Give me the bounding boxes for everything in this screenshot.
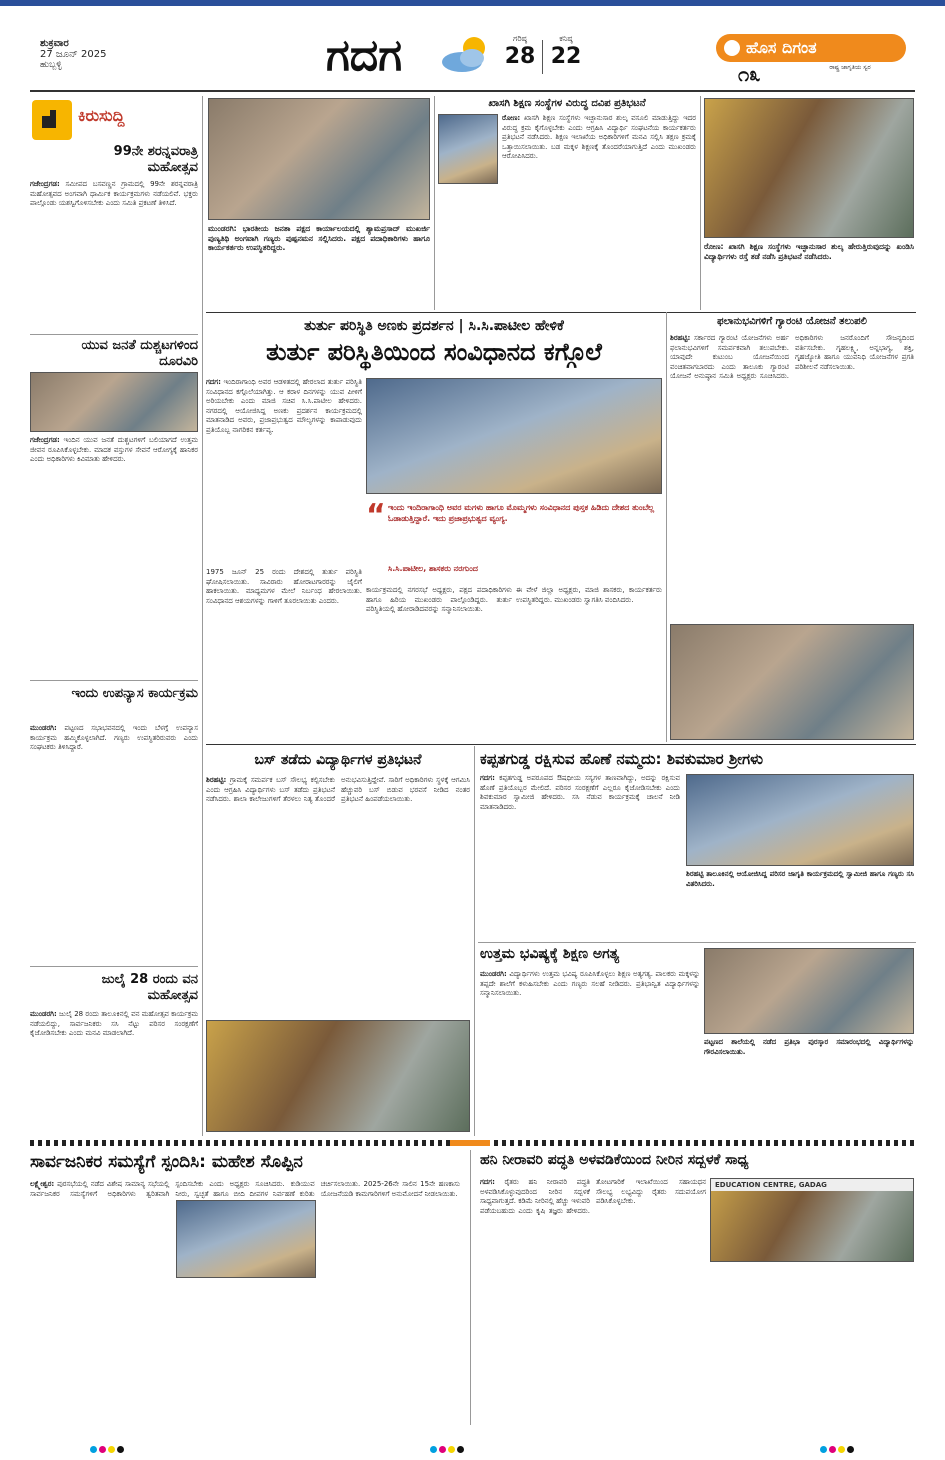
dot-magenta: [439, 1446, 446, 1453]
story-body: [670, 334, 914, 620]
registration-dots: [430, 1438, 466, 1457]
column-rule: [470, 1150, 471, 1425]
story-caption: ಮುಂಡರಗಿ: ಭಾರತೀಯ ಜನತಾ ಪಕ್ಷದ ಕಾರ್ಯಾಲಯದಲ್ಲಿ ಶ್ಯಾಮಪ್ರಸಾದ್ ಮುಖರ್ಜಿ ಪುಣ್ಯತಿಥಿ ಅಂಗವಾಗಿ ಗಣ್ಯರು ಪುಷ್ಪನಮನ ಸಲ್ಲಿಸಿದರು. ಪಕ್ಷದ ಪದಾಧಿಕಾರಿಗಳು ಹಾಗೂ ಕಾರ್ಯಕರ್ತರು ಉಪಸ್ಥಿತರಿದ್ದರು.: [208, 224, 430, 252]
lead-body-col4: ಈ ವೇಳೆ ಜಿಲ್ಲಾ ಅಧ್ಯಕ್ಷರು, ಮಾಜಿ ಶಾಸಕರು, ಕಾರ್ಯಕರ್ತರು ಉಪಸ್ಥಿತರಿದ್ದರು. ಮುಖಂಡರು ಸ್ವಾಗತಿಸಿ ವಂದಿಸಿದರು.: [516, 586, 662, 604]
temp-min: [546, 34, 586, 69]
sidebar-item-body: [30, 436, 198, 676]
story-text: ಪುರಸಭೆಯಲ್ಲಿ ನಡೆದ ವಿಶೇಷ ಸಾಮಾನ್ಯ ಸಭೆಯಲ್ಲಿ ಸಾರ್ವಜನಿಕರ ಸಮಸ್ಯೆಗಳಿಗೆ ಅಧಿಕಾರಿಗಳು ತ್ವರಿತವಾಗಿ ಸ್ಪಂದಿಸಬೇಕು ಎಂದು ಅಧ್ಯಕ್ಷರು ಸೂಚಿಸಿದರು. ಕುಡಿಯುವ ನೀರು, ಸ್ವಚ್ಛತೆ ಹಾಗೂ ಬೀದಿ ದೀಪಗಳ ನಿರ್ವಹಣೆ ಕುರಿತು ಚರ್ಚಿಸಲಾಯಿತು. 2025-26ನೇ ಸಾಲಿನ 15ನೇ ಹಣಕಾಸು ಯೋಜನೆಯಡಿ ಕಾಮಗಾರಿಗಳಿಗೆ ಅನುಮೋದನೆ ನೀಡಲಾಯಿತು.: [30, 1180, 460, 1198]
story-body: [502, 114, 696, 306]
sidebar-item-body: [30, 724, 198, 964]
column-rule: [434, 96, 435, 310]
brand-logo: [716, 34, 906, 62]
dot-yellow: [108, 1446, 115, 1453]
sidebar-item-text: ಇಂದಿನ ಯುವ ಜನತೆ ದುಶ್ಚಟಗಳಿಗೆ ಬಲಿಯಾಗದೆ ಉತ್ತಮ ಜೀವನ ರೂಪಿಸಿಕೊಳ್ಳಬೇಕು. ಮಾದಕ ವಸ್ತುಗಳ ಸೇವನೆ ಆರೋಗ್ಯಕ್ಕೆ ಹಾನಿಕರ ಎಂದು ಅಧಿಕಾರಿಗಳು ಕಿವಿಮಾತು ಹೇಳಿದರು.: [30, 436, 198, 463]
column-rule: [666, 312, 667, 742]
lead-text: ಇಂದಿರಾಗಾಂಧಿ ಅವರ ಆಡಳಿತದಲ್ಲಿ ಹೇರಲಾದ ತುರ್ತು ಪರಿಸ್ಥಿತಿ ಸಂವಿಧಾನದ ಕಗ್ಗೊಲೆಯಾಗಿತ್ತು. ಆ ಕರಾಳ ದಿನಗಳನ್ನು ಯುವ ಪೀಳಿಗೆ ಅರಿಯಬೇಕು ಎಂದು ಮಾಜಿ ಸಚಿವ ಸಿ.ಸಿ.ಪಾಟೀಲ ಹೇಳಿದರು. ನಗರದಲ್ಲಿ ಆಯೋಜಿಸಿದ್ದ ಅಣಕು ಪ್ರದರ್ಶನ ಕಾರ್ಯಕ್ರಮದಲ್ಲಿ ಮಾತನಾಡಿದ ಅವರು, ಪ್ರಜಾಪ್ರಭುತ್ವದ ಮೌಲ್ಯಗಳನ್ನು ಕಾಪಾಡುವುದು ಪ್ರತಿಯೊಬ್ಬ ನಾಗರಿಕನ ಕರ್ತವ್ಯ.: [206, 378, 362, 434]
page-number: ೧೩: [738, 62, 761, 86]
brand-name: ಹೊಸ ದಿಗಂತ: [746, 38, 817, 57]
story-byline: ರೋಣ:: [502, 114, 521, 122]
lead-body-col3: ಕಾರ್ಯಕ್ರಮದಲ್ಲಿ ನಗರಸಭೆ ಅಧ್ಯಕ್ಷರು, ಪಕ್ಷದ ಪದಾಧಿಕಾರಿಗಳು ಹಾಗೂ ಹಿರಿಯ ಮುಖಂಡರು ಪಾಲ್ಗೊಂಡಿದ್ದರು. ತುರ್ತು ಪರಿಸ್ಥಿತಿಯಲ್ಲಿ ಹೋರಾಡಿದವರನ್ನು ಸನ್ಮಾನಿಸಲಾಯಿತು.: [366, 586, 512, 613]
sidebar-item-text: ಪಟ್ಟಣದ ಸಭಾಭವನದಲ್ಲಿ ಇಂದು ಬೆಳಗ್ಗೆ ಉಪನ್ಯಾಸ ಕಾರ್ಯಕ್ರಮ ಹಮ್ಮಿಕೊಳ್ಳಲಾಗಿದೆ. ಗಣ್ಯರು ಉಪಸ್ಥಿತರಿರುವರು ಎಂದು ಸಂಘಟಕರು ತಿಳಿಸಿದ್ದಾರೆ.: [30, 724, 198, 751]
temp-max-value: 28: [504, 44, 536, 69]
masthead-rule: [30, 90, 915, 92]
story-photo: [704, 98, 914, 238]
city-label: ಹುಬ್ಬಳ್ಳಿ: [40, 60, 62, 70]
quote-text: ಇಂದು ಇಂದಿರಾಗಾಂಧಿ ಅವರ ಮಗಳು ಹಾಗೂ ಮೊಮ್ಮಗಳು ಸಂವಿಧಾನದ ಪುಸ್ತಕ ಹಿಡಿದು ದೇಶದ ತುಂಬೆಲ್ಲ ಓಡಾಡುತ್ತಿದ್ದಾರೆ. ಇದು ಪ್ರಜಾಪ್ರಭುತ್ವದ ವ್ಯಂಗ್ಯ.: [388, 503, 655, 523]
story-text: ಗ್ರಾಮಕ್ಕೆ ಸಮರ್ಪಕ ಬಸ್ ಸೌಲಭ್ಯ ಕಲ್ಪಿಸಬೇಕು ಎಂದು ಆಗ್ರಹಿಸಿ ವಿದ್ಯಾರ್ಥಿಗಳು ಬಸ್ ತಡೆದು ಪ್ರತಿಭಟನೆ ನಡೆಸಿದರು. ಶಾಲಾ ಕಾಲೇಜುಗಳಿಗೆ ತೆರಳಲು ನಿತ್ಯ ತೊಂದರೆ ಅನುಭವಿಸುತ್ತಿದ್ದೇವೆ. ಸಾರಿಗೆ ಅಧಿಕಾರಿಗಳು ಸ್ಥಳಕ್ಕೆ ಆಗಮಿಸಿ ಹೆಚ್ಚುವರಿ ಬಸ್ ಬಿಡುವ ಭರವಸೆ ನೀಡಿದ ನಂತರ ಪ್ರತಿಭಟನೆ ಹಿಂಪಡೆಯಲಾಯಿತು.: [206, 776, 470, 803]
story-text: ಖಾಸಗಿ ಶಿಕ್ಷಣ ಸಂಸ್ಥೆಗಳು ಇಚ್ಛಾನುಸಾರ ಶುಲ್ಕ ವಸೂಲಿ ಮಾಡುತ್ತಿದ್ದು ಇದರ ವಿರುದ್ಧ ಕ್ರಮ ಕೈಗೊಳ್ಳಬೇಕು ಎಂದು ಆಗ್ರಹಿಸಿ ವಿದ್ಯಾರ್ಥಿ ಸಂಘಟನೆಯ ಕಾರ್ಯಕರ್ತರು ಪ್ರತಿಭಟನೆ ನಡೆಸಿದರು. ಶಿಕ್ಷಣ ಇಲಾಖೆಯ ಅಧಿಕಾರಿಗಳಿಗೆ ಮನವಿ ಸಲ್ಲಿಸಿ ತಕ್ಷಣ ಕ್ರಮಕ್ಕೆ ಒತ್ತಾಯಿಸಲಾಯಿತು. ಬಡ ಮಕ್ಕಳ ಶಿಕ್ಷಣಕ್ಕೆ ತೊಂದರೆಯಾಗುತ್ತಿದೆ ಎಂದು ಮುಖಂಡರು ಆರೋಪಿಸಿದರು.: [502, 114, 696, 160]
story-headline: ಕಪ್ಪತಗುಡ್ಡ ರಕ್ಷಿಸುವ ಹೊಣೆ ನಮ್ಮದು: ಶಿವಕುಮಾರ ಶ್ರೀಗಳು: [480, 750, 764, 768]
brand-lamp-icon: [724, 40, 740, 56]
lead-quote-box: [366, 498, 662, 582]
sidebar: [30, 96, 198, 1136]
temp-divider: [542, 40, 543, 74]
weather-icon: [438, 34, 494, 74]
story-headline: ಸಾರ್ವಜನಿಕರ ಸಮಸ್ಯೆಗೆ ಸ್ಪಂದಿಸಿ: ಮಹೇಶ ಸೊಪ್ಪಿನ: [30, 1152, 303, 1172]
lead-photo: [366, 378, 662, 494]
divider: [206, 744, 916, 745]
dot-cyan: [430, 1446, 437, 1453]
lead-headline: ತುರ್ತು ಪರಿಸ್ಥಿತಿಯಿಂದ ಸಂವಿಧಾನದ ಕಗ್ಗೊಲೆ: [266, 338, 602, 366]
dot-cyan: [90, 1446, 97, 1453]
lead-body-col2: 1975 ಜೂನ್ 25 ರಂದು ದೇಶದಲ್ಲಿ ತುರ್ತು ಪರಿಸ್ಥಿತಿ ಘೋಷಿಸಲಾಯಿತು. ಸಾವಿರಾರು ಹೋರಾಟಗಾರರನ್ನು ಜೈಲಿಗೆ ಹಾಕಲಾಯಿತು. ಮಾಧ್ಯಮಗಳ ಮೇಲೆ ನಿರ್ಬಂಧ ಹೇರಲಾಯಿತು. ಸಂವಿಧಾನದ ಆಶಯಗಳನ್ನು ಗಾಳಿಗೆ ತೂರಲಾಯಿತು ಎಂದರು.: [206, 568, 362, 605]
story-body: [480, 1178, 706, 1422]
divider: [206, 312, 916, 313]
dot-black: [457, 1446, 464, 1453]
temp-min-label: ಕನಿಷ್ಠ: [559, 34, 573, 43]
page-title: ಗದಗ: [326, 30, 403, 81]
sidebar-item-byline: ಗಜೇಂದ್ರಗಡ:: [30, 436, 60, 444]
temp-max-label: ಗರಿಷ್ಠ: [513, 34, 527, 43]
sidebar-item-title: ಇಂದು ಉಪನ್ಯಾಸ ಕಾರ್ಯಕ್ರಮ: [71, 686, 198, 701]
day-label: ಶುಕ್ರವಾರ: [40, 38, 69, 49]
story-text: ವಿದ್ಯಾರ್ಥಿಗಳು ಉತ್ತಮ ಭವಿಷ್ಯ ರೂಪಿಸಿಕೊಳ್ಳಲು ಶಿಕ್ಷಣ ಅತ್ಯಗತ್ಯ. ಪಾಲಕರು ಮಕ್ಕಳನ್ನು ತಪ್ಪದೇ ಶಾಲೆಗೆ ಕಳುಹಿಸಬೇಕು ಎಂದು ಗಣ್ಯರು ಸಲಹೆ ನೀಡಿದರು. ಪ್ರತಿಭಾನ್ವಿತ ವಿದ್ಯಾರ್ಥಿಗಳನ್ನು ಸನ್ಮಾನಿಸಲಾಯಿತು.: [480, 970, 700, 997]
story-byline: ಶಿರಹಟ್ಟಿ:: [670, 334, 691, 342]
story-headline: ಹನಿ ನೀರಾವರಿ ಪದ್ಧತಿ ಅಳವಡಿಕೆಯಿಂದ ನೀರಿನ ಸದ್ಬಳಕೆ ಸಾಧ್ಯ: [480, 1152, 749, 1168]
story-body: [480, 774, 680, 938]
story-photo: [438, 114, 498, 184]
story-photo: [208, 98, 430, 220]
quote-author: ಸಿ.ಸಿ.ಪಾಟೀಲ, ಶಾಸಕರು ನರಗುಂದ: [388, 564, 478, 573]
photo-banner-text: EDUCATION CENTRE, GADAG: [711, 1179, 913, 1191]
divider: [30, 966, 198, 967]
story-photo: [206, 1020, 470, 1132]
story-headline: ಉತ್ತಮ ಭವಿಷ್ಯಕ್ಕೆ ಶಿಕ್ಷಣ ಅಗತ್ಯ: [480, 946, 620, 962]
sidebar-item-body: [30, 180, 198, 330]
story-text: ರೈತರು ಹನಿ ನೀರಾವರಿ ಪದ್ಧತಿ ಅಳವಡಿಸಿಕೊಳ್ಳುವುದರಿಂದ ನೀರಿನ ಸದ್ಬಳಕೆ ಸಾಧ್ಯವಾಗುತ್ತದೆ. ಕಡಿಮೆ ನೀರಿನಲ್ಲಿ ಹೆಚ್ಚು ಇಳುವರಿ ಪಡೆಯಬಹುದು ಎಂದು ಕೃಷಿ ತಜ್ಞರು ಹೇಳಿದರು. ತೋಟಗಾರಿಕೆ ಇಲಾಖೆಯಿಂದ ಸಹಾಯಧನ ಸೌಲಭ್ಯ ಲಭ್ಯವಿದ್ದು ರೈತರು ಸದುಪಯೋಗ ಪಡಿಸಿಕೊಳ್ಳಬೇಕು.: [480, 1178, 706, 1215]
story-byline: ಶಿರಹಟ್ಟಿ:: [206, 776, 227, 784]
dot-magenta: [829, 1446, 836, 1453]
sidebar-item-byline: ಮುಂಡರಗಿ:: [30, 724, 57, 732]
sidebar-photo: [30, 372, 198, 432]
story-byline: ಗದಗ:: [480, 1178, 495, 1186]
dot-black: [847, 1446, 854, 1453]
story-byline: ಮುಂಡರಗಿ:: [480, 970, 507, 978]
registration-dots: [820, 1438, 856, 1457]
registration-dots: [90, 1438, 126, 1457]
sidebar-item-byline: ಗಜೇಂದ್ರಗಡ:: [30, 180, 60, 188]
temp-min-value: 22: [550, 44, 582, 69]
story-photo: [176, 1200, 316, 1278]
story-photo: [686, 774, 914, 866]
story-headline: ಬಸ್ ತಡೆದು ವಿದ್ಯಾರ್ಥಿಗಳ ಪ್ರತಿಭಟನೆ: [254, 752, 422, 768]
top-stripe: [0, 0, 945, 6]
divider: [30, 334, 198, 335]
story-body: [206, 776, 470, 1016]
story-caption: ಪಟ್ಟಣದ ಶಾಲೆಯಲ್ಲಿ ನಡೆದ ಪ್ರತಿಭಾ ಪುರಸ್ಕಾರ ಸಮಾರಂಭದಲ್ಲಿ ವಿದ್ಯಾರ್ಥಿಗಳನ್ನು ಗೌರವಿಸಲಾಯಿತು.: [704, 1038, 914, 1056]
sidebar-item-title: ಜುಲೈ 28 ರಂದು ವನ ಮಹೋತ್ಸವ: [101, 972, 198, 1003]
quote-mark-icon: “: [366, 498, 386, 533]
lead-byline: ಗದಗ:: [206, 378, 221, 386]
sidebar-badge: [32, 100, 192, 140]
lead-kicker: ತುರ್ತು ಪರಿಸ್ಥಿತಿ ಅಣಕು ಪ್ರದರ್ಶನ | ಸಿ.ಸಿ.ಪಾಟೀಲ ಹೇಳಿಕೆ: [304, 318, 564, 334]
story-text: ಕಪ್ಪತಗುಡ್ಡ ಅಪರೂಪದ ಔಷಧೀಯ ಸಸ್ಯಗಳ ತಾಣವಾಗಿದ್ದು, ಅದನ್ನು ರಕ್ಷಿಸುವ ಹೊಣೆ ಪ್ರತಿಯೊಬ್ಬರ ಮೇಲಿದೆ. ಪರಿಸರ ಸಂರಕ್ಷಣೆಗೆ ಎಲ್ಲರೂ ಕೈಜೋಡಿಸಬೇಕು ಎಂದು ಶಿವಕುಮಾರ ಸ್ವಾಮೀಜಿ ಹೇಳಿದರು. ಸಸಿ ನೆಡುವ ಕಾರ್ಯಕ್ರಮಕ್ಕೆ ಚಾಲನೆ ನೀಡಿ ಮಾತನಾಡಿದರು.: [480, 774, 680, 811]
story-text: ಸರ್ಕಾರದ ಗ್ಯಾರಂಟಿ ಯೋಜನೆಗಳು ಅರ್ಹ ಫಲಾನುಭವಿಗಳಿಗೆ ಸಮರ್ಪಕವಾಗಿ ತಲುಪಬೇಕು. ಯಾವುದೇ ಕುಟುಂಬ ಯೋಜನೆಯಿಂದ ವಂಚಿತವಾಗಬಾರದು ಎಂದು ತಾಲೂಕು ಗ್ಯಾರಂಟಿ ಯೋಜನೆ ಅನುಷ್ಠಾನ ಸಮಿತಿ ಅಧ್ಯಕ್ಷರು ಸೂಚಿಸಿದರು. ಅಧಿಕಾರಿಗಳು ಜನರೊಂದಿಗೆ ಸೌಜನ್ಯದಿಂದ ವರ್ತಿಸಬೇಕು. ಗೃಹಲಕ್ಷ್ಮಿ, ಅನ್ನಭಾಗ್ಯ, ಶಕ್ತಿ, ಗೃಹಜ್ಯೋತಿ ಹಾಗೂ ಯುವನಿಧಿ ಯೋಜನೆಗಳ ಪ್ರಗತಿ ಪರಿಶೀಲನೆ ನಡೆಸಲಾಯಿತು.: [670, 334, 914, 380]
column-rule: [202, 96, 203, 1136]
story-headline: ಫಲಾನುಭವಿಗಳಿಗೆ ಗ್ಯಾರಂಟಿ ಯೋಜನೆ ತಲುಪಲಿ: [717, 316, 867, 327]
masthead: [0, 0, 945, 92]
accent-bar: [450, 1140, 490, 1146]
story-caption: ಶಿರಹಟ್ಟಿ ತಾಲೂಕಿನಲ್ಲಿ ಆಯೋಜಿಸಿದ್ದ ಪರಿಸರ ಜಾಗೃತಿ ಕಾರ್ಯಕ್ರಮದಲ್ಲಿ ಸ್ವಾಮೀಜಿ ಹಾಗೂ ಗಣ್ಯರು ಸಸಿ ವಿತರಿಸಿದರು.: [686, 870, 914, 888]
dot-magenta: [99, 1446, 106, 1453]
story-photo: [670, 624, 914, 740]
column-rule: [474, 746, 475, 1136]
sidebar-item-text: ಸಮೀಪದ ಬಸವಣ್ಣನ ಗ್ರಾಮದಲ್ಲಿ 99ನೇ ಶರನ್ನವರಾತ್ರಿ ಮಹೋತ್ಸವದ ಅಂಗವಾಗಿ ಧಾರ್ಮಿಕ ಕಾರ್ಯಕ್ರಮಗಳು ನಡೆಯಲಿವೆ. ಭಕ್ತರು ಪಾಲ್ಗೊಂಡು ಯಶಸ್ವಿಗೊಳಿಸಬೇಕು ಎಂದು ಸಮಿತಿ ಪ್ರಕಟಣೆ ತಿಳಿಸಿದೆ.: [30, 180, 198, 207]
date-label: 27 ಜೂನ್ 2025: [40, 49, 107, 60]
dot-black: [117, 1446, 124, 1453]
story-photo: [710, 1178, 914, 1262]
temp-max: [500, 34, 540, 69]
story-caption: ರೋಣ: ಖಾಸಗಿ ಶಿಕ್ಷಣ ಸಂಸ್ಥೆಗಳು ಇಚ್ಛಾನುಸಾರ ಶುಲ್ಕ ಹೇರುತ್ತಿರುವುದನ್ನು ಖಂಡಿಸಿ ವಿದ್ಯಾರ್ಥಿಗಳು ರಸ್ತೆ ತಡೆ ನಡೆಸಿ ಪ್ರತಿಭಟನೆ ನಡೆಸಿದರು.: [704, 242, 914, 261]
dot-yellow: [838, 1446, 845, 1453]
dot-cyan: [820, 1446, 827, 1453]
sidebar-item-title: ಯುವ ಜನತೆ ದುಶ್ಚಟಗಳಿಂದ ದೂರವಿರಿ: [81, 338, 198, 369]
story-byline: ಲಕ್ಷ್ಮೇಶ್ವರ:: [30, 1180, 55, 1188]
column-rule: [700, 96, 701, 310]
date-block: [40, 38, 200, 70]
brand-tagline: ರಾಷ್ಟ್ರ ಜಾಗೃತಿಯ ಸ್ವರ: [829, 64, 871, 71]
divider: [30, 680, 198, 681]
sidebar-item-text: ಜುಲೈ 28 ರಂದು ತಾಲೂಕಿನಲ್ಲಿ ವನ ಮಹೋತ್ಸವ ಕಾರ್ಯಕ್ರಮ ನಡೆಯಲಿದ್ದು, ಸಾರ್ವಜನಿಕರು ಸಸಿ ನೆಟ್ಟು ಪರಿಸರ ಸಂರಕ್ಷಣೆಗೆ ಕೈಜೋಡಿಸಬೇಕು ಎಂದು ಮನವಿ ಮಾಡಲಾಗಿದೆ.: [30, 1010, 198, 1037]
story-photo: [704, 948, 914, 1034]
story-byline: ಗದಗ:: [480, 774, 495, 782]
lead-body-col1: [206, 378, 362, 564]
story-headline: ಖಾಸಗಿ ಶಿಕ್ಷಣ ಸಂಸ್ಥೆಗಳ ವಿರುದ್ಧ ದವಿಪ ಪ್ರತಿಭಟನೆ: [488, 98, 646, 109]
sidebar-badge-label: ಕಿರುಸುದ್ದಿ: [78, 106, 125, 125]
divider: [478, 942, 916, 943]
story-body: [480, 970, 700, 1132]
pointing-hand-icon: [32, 100, 72, 140]
sidebar-item-byline: ಮುಂಡರಗಿ:: [30, 1010, 57, 1018]
sidebar-item-title: 99ನೇ ಶರನ್ನವರಾತ್ರಿ ಮಹೋತ್ಸವ: [113, 144, 198, 175]
dot-yellow: [448, 1446, 455, 1453]
